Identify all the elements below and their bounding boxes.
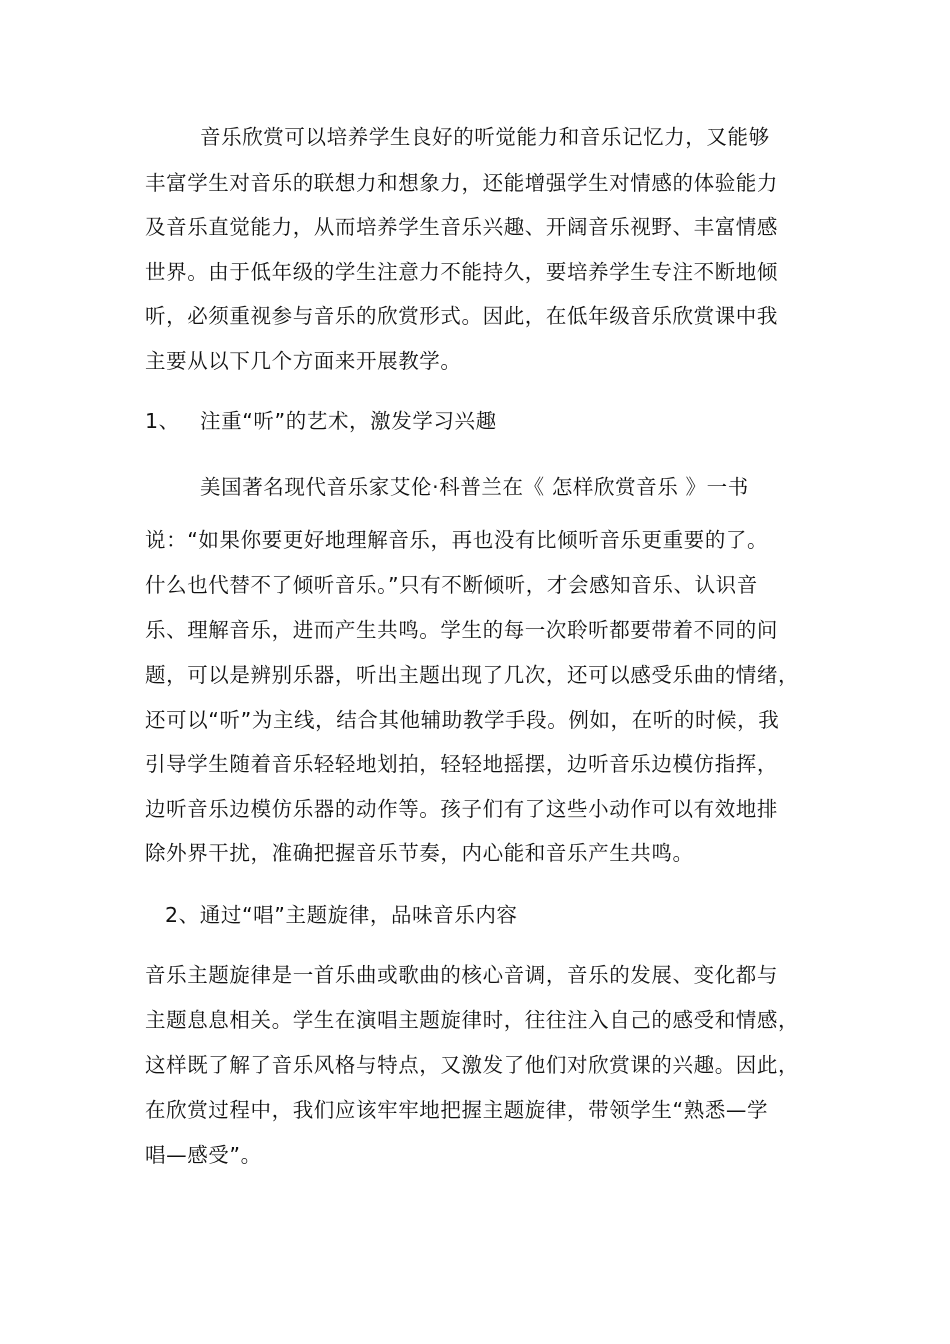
paragraph-line: 主要从以下几个方面来开展教学。 — [145, 349, 462, 373]
paragraph-line: 美国著名现代音乐家艾伦·科普兰在《 怎样欣赏音乐 》一书 — [200, 475, 749, 499]
section-heading: 2、通过“唱”主题旋律，品味音乐内容 — [165, 903, 518, 927]
paragraph-line: 题，可以是辨别乐器，听出主题出现了几次，还可以感受乐曲的情绪， — [145, 663, 800, 687]
paragraph-line: 边听音乐边模仿乐器的动作等。孩子们有了这些小动作可以有效地排 — [145, 797, 778, 821]
paragraph-line: 还可以“听”为主线，结合其他辅助教学手段。例如，在听的时候，我 — [145, 708, 780, 732]
paragraph-line: 唱—感受”。 — [145, 1143, 262, 1167]
paragraph-line: 在欣赏过程中，我们应该牢牢地把握主题旋律，带领学生“熟悉—学 — [145, 1098, 769, 1122]
paragraph-line: 引导学生随着音乐轻轻地划拍，轻轻地摇摆，边听音乐边模仿指挥， — [145, 752, 778, 776]
paragraph-line: 乐、理解音乐，进而产生共鸣。学生的每一次聆听都要带着不同的问 — [145, 618, 778, 642]
paragraph-line: 除外界干扰，准确把握音乐节奏，内心能和音乐产生共鸣。 — [145, 841, 694, 865]
paragraph-line: 音乐主题旋律是一首乐曲或歌曲的核心音调，音乐的发展、变化都与 — [145, 963, 778, 987]
paragraph-line: 世界。由于低年级的学生注意力不能持久，要培养学生专注不断地倾 — [145, 260, 778, 284]
paragraph-line: 音乐欣赏可以培养学生良好的听觉能力和音乐记忆力，又能够 — [200, 125, 770, 149]
paragraph-line: 说：“如果你要更好地理解音乐，再也没有比倾听音乐更重要的了。 — [145, 528, 769, 552]
paragraph-line: 丰富学生对音乐的联想力和想象力，还能增强学生对情感的体验能力 — [145, 171, 778, 195]
paragraph-line: 及音乐直觉能力，从而培养学生音乐兴趣、开阔音乐视野、丰富情感 — [145, 215, 778, 239]
paragraph-line: 听，必须重视参与音乐的欣赏形式。因此，在低年级音乐欣赏课中我 — [145, 304, 778, 328]
paragraph-line: 主题息息相关。学生在演唱主题旋律时，往往注入自己的感受和情感， — [145, 1008, 800, 1032]
paragraph-line: 这样既了解了音乐风格与特点，又激发了他们对欣赏课的兴趣。因此， — [145, 1053, 800, 1077]
section-number: 1、 — [145, 409, 180, 433]
paragraph-line: 什么也代替不了倾听音乐。”只有不断倾听，才会感知音乐、认识音 — [145, 573, 758, 597]
section-heading: 注重“听”的艺术，激发学习兴趣 — [200, 409, 497, 433]
